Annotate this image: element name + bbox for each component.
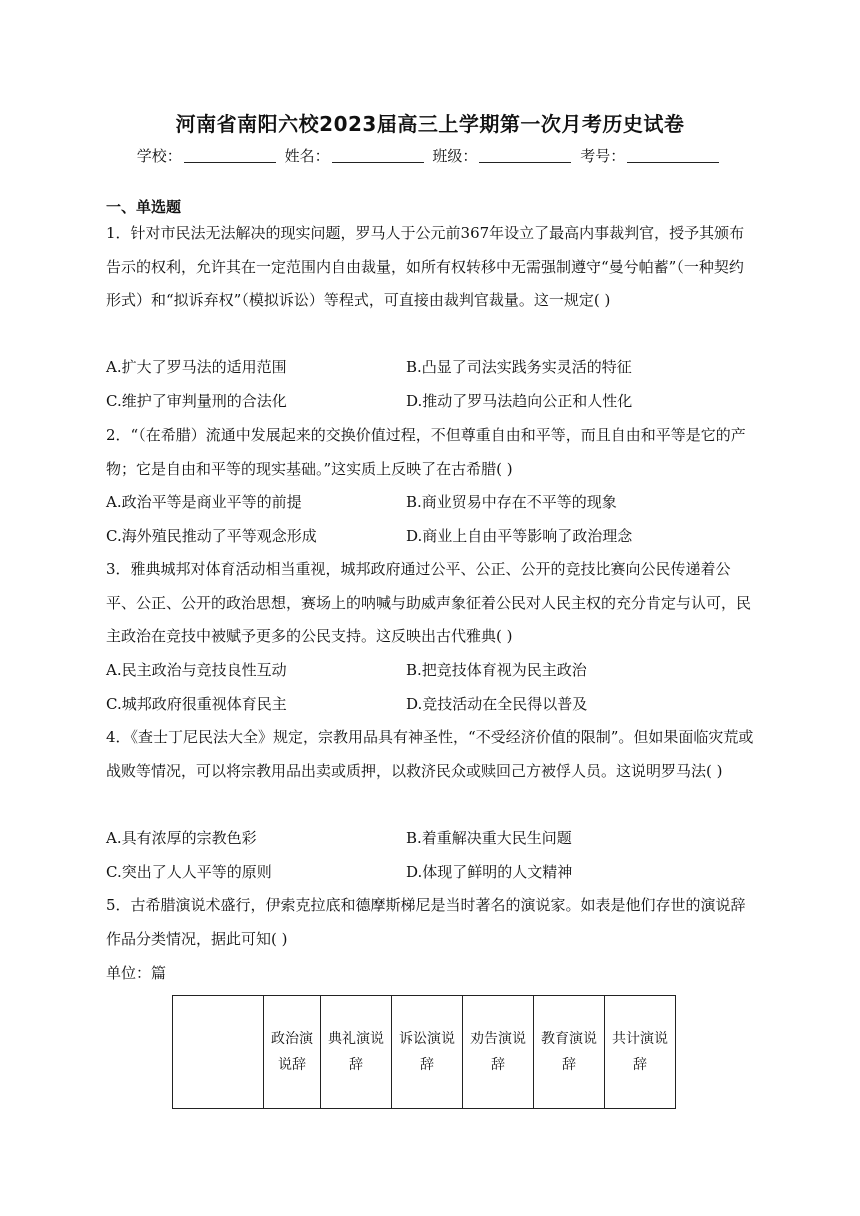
name-blank[interactable]: [332, 148, 424, 163]
name-label: 姓名：: [284, 147, 330, 165]
question-5: 5．古希腊演说术盛行，伊索克拉底和德摩斯梯尼是当时著名的演说家。如表是他们存世的演说辞作品分类情况，据此可知( ): [106, 896, 746, 948]
option-d[interactable]: D.竞技活动在全民得以普及: [406, 694, 588, 713]
table-cell-blank: [173, 996, 264, 1109]
question-3-options: [106, 654, 756, 721]
option-b[interactable]: B.商业贸易中存在不平等的现象: [406, 493, 617, 511]
table-header: 共计演说辞: [605, 996, 676, 1109]
question-1: 1．针对市民法无法解决的现实问题，罗马人于公元前367年设立了最高内事裁判官，授予其颁布告示的权利，允许其在一定范围内自由裁量，如所有权转移中无需强制遵守“曼兮帕蓄”（一种契约形式）和“拟诉弃权”（模拟诉讼）等程式，可直接由裁判官裁量。这一规定( ): [106, 224, 745, 309]
option-d[interactable]: D.推动了罗马法趋向公正和人性化: [406, 391, 633, 410]
option-c[interactable]: C.维护了审判量刑的合法化: [106, 391, 287, 410]
option-b[interactable]: B.着重解决重大民生问题: [406, 829, 572, 847]
option-d[interactable]: D.体现了鲜明的人文精神: [406, 862, 573, 881]
table-header: 政治演说辞: [264, 996, 321, 1109]
option-a[interactable]: A.扩大了罗马法的适用范围: [106, 358, 287, 376]
class-blank[interactable]: [479, 148, 571, 163]
table-header: 劝告演说辞: [463, 996, 534, 1109]
table-header: 典礼演说辞: [321, 996, 392, 1109]
table-row: [173, 996, 676, 1109]
option-d[interactable]: D.商业上自由平等影响了政治理念: [406, 526, 633, 545]
school-label: 学校：: [136, 147, 182, 165]
option-c[interactable]: C.突出了人人平等的原则: [106, 862, 272, 881]
option-a[interactable]: A.民主政治与竞技良性互动: [106, 661, 287, 679]
number-blank[interactable]: [627, 148, 719, 163]
class-label: 班级：: [432, 147, 478, 165]
school-blank[interactable]: [184, 148, 276, 163]
page-title: 河南省南阳六校2023届高三上学期第一次月考历史试卷: [175, 112, 685, 136]
unit-label: 单位：篇: [106, 964, 167, 982]
speech-table: [172, 995, 676, 1109]
option-a[interactable]: A.具有浓厚的宗教色彩: [106, 829, 257, 847]
table-header: 教育演说辞: [534, 996, 605, 1109]
question-4-options: [106, 822, 756, 889]
student-info-line: [0, 145, 860, 166]
option-c[interactable]: C.海外殖民推动了平等观念形成: [106, 526, 317, 545]
option-b[interactable]: B.把竞技体育视为民主政治: [406, 661, 587, 679]
number-label: 考号：: [580, 147, 626, 165]
question-3: 3．雅典城邦对体育活动相当重视，城邦政府通过公平、公正、公开的竞技比赛向公民传递着公平、公正、公开的政治思想，赛场上的呐喊与助威声象征着公民对人民主权的充分肯定与认可，民主政治在竞技中被赋予更多的公民支持。这反映出古代雅典( ): [106, 560, 752, 645]
question-4: 4．《查士丁尼民法大全》规定，宗教用品具有神圣性，“不受经济价值的限制”。但如果面临灾荒或战败等情况，可以将宗教用品出卖或质押，以救济民众或赎回己方被俘人员。这说明罗马法( ): [106, 728, 754, 780]
option-b[interactable]: B.凸显了司法实践务实灵活的特征: [406, 358, 632, 376]
section-heading: 一、单选题: [106, 198, 182, 216]
question-2-options: [106, 486, 756, 553]
option-a[interactable]: A.政治平等是商业平等的前提: [106, 493, 302, 511]
question-1-options: [106, 351, 756, 418]
table-header: 诉讼演说辞: [392, 996, 463, 1109]
option-c[interactable]: C.城邦政府很重视体育民主: [106, 694, 287, 713]
question-2: 2．“（在希腊）流通中发展起来的交换价值过程，不但尊重自由和平等，而且自由和平等是它的产物；它是自由和平等的现实基础。”这实质上反映了在古希腊( ): [106, 426, 746, 478]
